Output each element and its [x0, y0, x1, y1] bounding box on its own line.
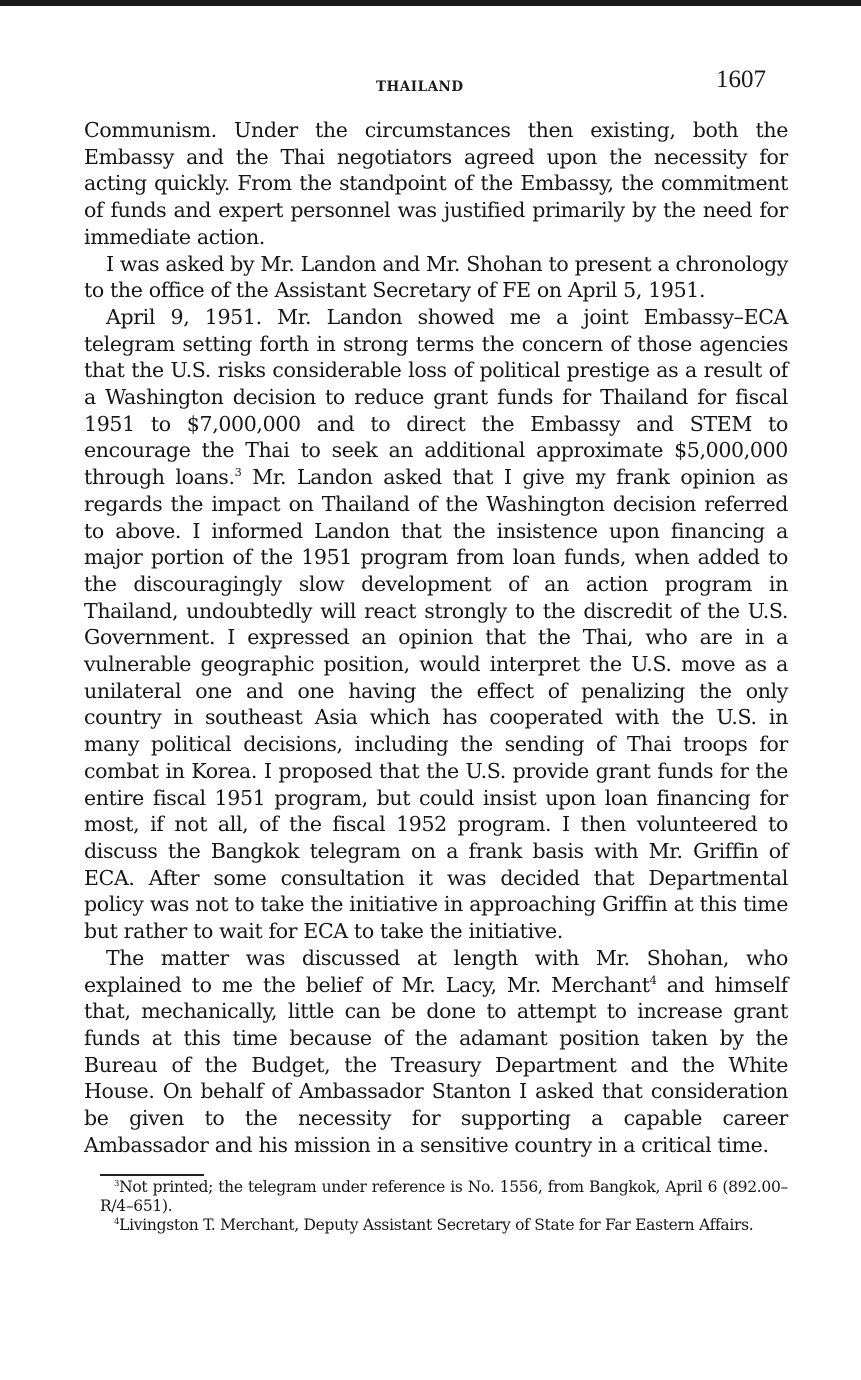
paragraph-4	[84, 945, 788, 1159]
footnote-3	[100, 1178, 788, 1216]
footnote-ref-4: 4	[649, 973, 657, 987]
footnote-ref-3: 3	[234, 466, 242, 480]
body-text	[84, 117, 788, 1158]
paragraph-3-text-a: April 9, 1951. Mr. Landon showed me a joint Embassy–ECA telegram setting forth in strong terms the concern of those agencies that the U.S. risks considerable loss of political prestige as a result of a Washington decision to reduce grant funds for Thailand for fiscal 1951 to $7,000,000 and to direct the Embassy and STEM to encourage the Thai to seek an additional approximate $5,000,000 through loans.	[84, 304, 788, 490]
paragraph-4-text-b: and himself that, mechanically, little can be done to attempt to increase grant funds at this time because of the adamant position taken by the Bureau of the Budget, the Treasury Department and the White House. On behalf of Ambassador Stanton I asked that consideration be given to the necessity for supporting a capable career Ambassador and his mission in a sensitive country in a critical time.	[84, 972, 788, 1157]
footnote-3-marker: 3	[114, 1178, 120, 1189]
page-top-edge	[0, 0, 861, 6]
footnote-3-text: Not printed; the telegram under reference is No. 1556, from Bangkok, April 6 (892.00–R/4–651).	[100, 1178, 788, 1215]
page-number: 1607	[716, 66, 766, 93]
footnote-4-marker: 4	[114, 1216, 120, 1227]
footnote-4	[100, 1216, 788, 1235]
footnote-4-text: Livingston T. Merchant, Deputy Assistant Secretary of State for Far Eastern Affairs.	[119, 1216, 754, 1234]
running-head: THAILAND	[376, 79, 464, 95]
paragraph-1: Communism. Under the circumstances then existing, both the Embassy and the Thai negotiators agreed upon the necessity for acting quickly. From the standpoint of the Embassy, the commitment of funds and expert personnel was justified primarily by the need for immediate action.	[84, 118, 788, 249]
paragraph-3-text-b: Mr. Landon asked that I give my frank opinion as regards the impact on Thailand of the Washington decision referred to above. I informed Landon that the insistence upon financing a major portion of the 1951 program from loan funds, when added to the discouragingly slow development of an action program in Thailand, undoubtedly will react strongly to the discredit of the U.S. Government. I expressed an opinion that the Thai, who are in a vulnerable geographic position, would interpret the U.S. move as a unilateral one and one having the effect of penalizing the only country in southeast Asia which has cooperated with the U.S. in many political decisions, including the sending of Thai troops for combat in Korea. I proposed that the U.S. provide grant funds for the entire fiscal 1951 program, but could insist upon loan financing for most, if not all, of the fiscal 1952 program. I then volunteered to discuss the Bangkok telegram on a frank basis with Mr. Griffin of ECA. After some consultation it was decided that Departmental policy was not to take the initiative in approaching Griffin at this time but rather to wait for ECA to take the initiative.	[84, 465, 789, 944]
paragraph-3	[84, 304, 788, 945]
paragraph-4-text-a: The matter was discussed at length with Mr. Shohan, who explained to me the belief of Mr. Lacy, Mr. Merchant	[84, 945, 788, 997]
paragraph-2: I was asked by Mr. Landon and Mr. Shohan to present a chronology to the office of the Assistant Secretary of FE on April 5, 1951.	[84, 251, 788, 303]
footnote-divider	[100, 1174, 204, 1176]
footnotes	[100, 1178, 788, 1235]
